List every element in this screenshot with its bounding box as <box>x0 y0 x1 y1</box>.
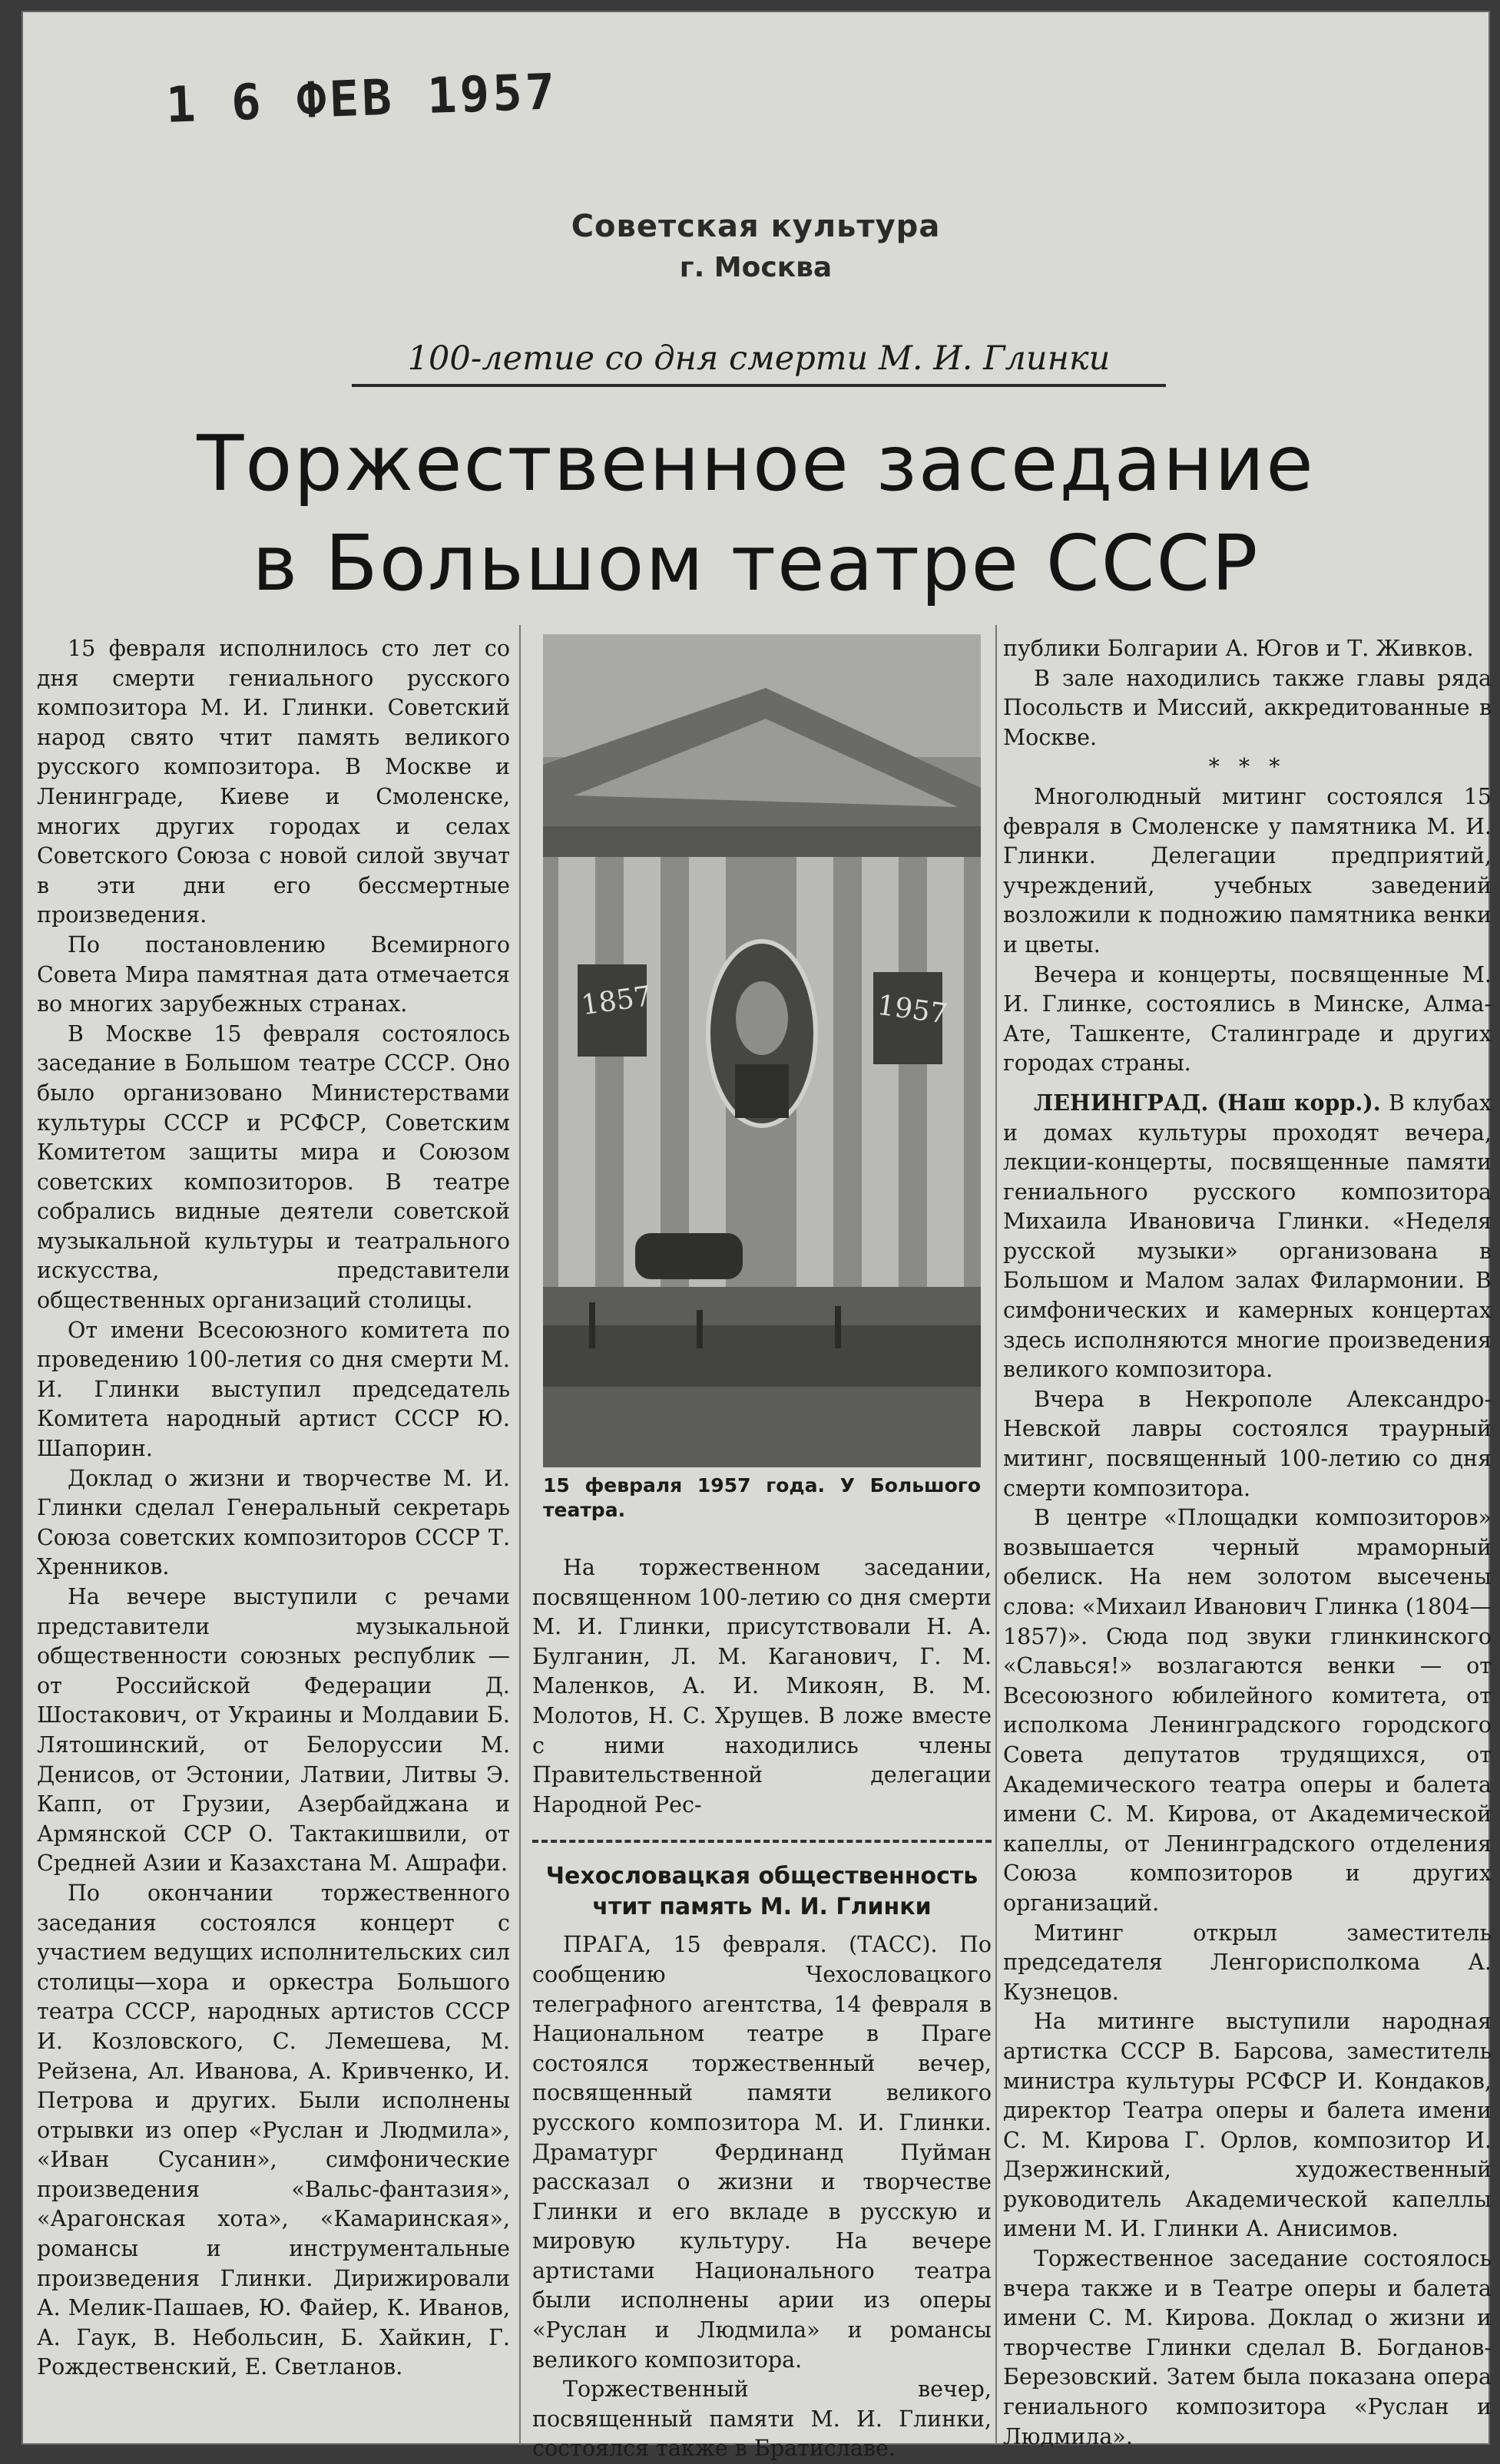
stamp-line-1: Советская культура <box>571 209 941 244</box>
paragraph: Многолюдный митинг состоялся 15 февраля в Смоленске у памятника М. И. Глинки. Делегации предприятий, учреждений, учебных заведений возложили к подножию памятника венки и цветы. <box>1003 783 1492 957</box>
paragraph: публики Болгарии А. Югов и Т. Живков. <box>1003 636 1474 661</box>
headline-line-1: Торжественное заседание <box>197 418 1315 508</box>
bolshoi-theatre-photo <box>543 634 981 1467</box>
year-label-left: 1857 <box>579 981 654 1022</box>
photo-caption: 15 февраля 1957 года. У Большого театра. <box>543 1474 981 1521</box>
headline-line-2: в Большом театре СССР <box>252 518 1260 608</box>
section-separator: * * * <box>1208 754 1286 780</box>
newspaper-clipping <box>22 11 1492 2462</box>
paragraph: 15 февраля исполнилось сто лет со дня смерти гениального русского композитора М. И. Глинки. Советский народ свято чтит память великого русского композитора. В Москве и Ленинграде, Киеве и Смоленске, многих других городах и селах Советского Союза с новой силой звучат в эти дни его бессмертные произведения. <box>37 636 510 928</box>
paragraph: В Москве 15 февраля состоялось заседание в Большом театре СССР. Оно было организовано Министерствами культуры СССР и РСФСР, Советским Комитетом защиты мира и Союзом советских композиторов. В театре собрались видные деятели советской музыкальной культуры и театрального искусства, представители общественных организаций столицы. <box>37 1020 510 1314</box>
paragraph-text: В клубах и домах культуры проходят вечера, лекции-концерты, посвященные памяти гениального русского композитора Михаила Ивановича Глинки. «Неделя русской музыки» организована в Большом и Малом залах Филармонии. В симфонических и камерных концертах здесь исполняются многие произведения великого композитора. <box>1003 1090 1492 1383</box>
paragraph: В зале находились также главы ряда Посольств и Миссий, аккредитованные в Москве. <box>1003 665 1492 750</box>
paragraph: В центре «Площадки композиторов» возвышается черный мраморный обелиск. На нем золотом высечены слова: «Михаил Иванович Глинка (1804—1857)». Сюда под звуки глинкинского «Славься!» возлагаются венки — от Всесоюзного юбилейного комитета, от исполкома Ленинградского городского Совета депутатов трудящихся, от Академического театра оперы и балета имени С. М. Кирова, от Академической капеллы, от Ленинградского отделения Союза композиторов и других организаций. <box>1003 1505 1492 1916</box>
paragraph: Торжественное заседание состоялось вчера также и в Театре оперы и балета имени С. М. Кирова. Доклад о жизни и творчестве Глинки сделал В. Богданов-Березовский. Затем была показана опера гениального композитора «Руслан и Людмила». <box>1003 2246 1492 2449</box>
headline <box>22 414 1490 614</box>
paragraph: Митинг открыл заместитель председателя Ленгорисполкома А. Кузнецов. <box>1003 1920 1492 2005</box>
section-divider <box>532 1840 992 1843</box>
theatre-facade-illustration <box>543 634 981 1467</box>
paragraph: На торжественном заседании, посвященном 100-летию со дня смерти М. И. Глинки, присутствовали Н. А. Булганин, Л. М. Каганович, Г. М. Маленков, А. И. Микоян, В. М. Молотов, Н. С. Хрущев. В ложе вместе с ними находились члены Правительственной делегации Народной Рес- <box>532 1555 992 1817</box>
column-rule <box>995 625 997 2445</box>
rubric-heading: 100-летие со дня смерти М. И. Глинки <box>352 339 1166 387</box>
newspaper-stamp <box>22 209 1490 283</box>
column-rule <box>519 625 521 2445</box>
paragraph: Торжественный вечер, посвященный памяти М. И. Глинки, состоялся также в Братиславе. <box>532 2376 992 2462</box>
paragraph: Вечера и концерты, посвященные М. И. Глинке, состоялись в Минске, Алма-Ате, Ташкенте, Сталинграде и других городах страны. <box>1003 961 1492 1077</box>
article-column-3 <box>1003 634 1492 2452</box>
paragraph: Вчера в Некрополе Александро-Невской лавры состоялся траурный митинг, посвященный 100-летию со дня смерти композитора. <box>1003 1386 1492 1501</box>
paragraph: ПРАГА, 15 февраля. (ТАСС). По сообщению Чехословацкого телеграфного агентства, 14 февраля в Национальном театре в Праге состоялся торжественный вечер, посвященный памяти великого русского композитора М. И. Глинки. Драматург Фердинанд Пуйман рассказал о жизни и творчестве Глинки и его вкладе в русскую и мировую культуру. На вечере артистами Национального театра были исполнены арии из оперы «Руслан и Людмила» и романсы великого композитора. <box>532 1932 992 2373</box>
handwritten-date: 1 6 ФЕВ 1957 <box>164 64 559 134</box>
dateline: ЛЕНИНГРАД. (Наш корр.). <box>1034 1089 1381 1116</box>
year-label-right: 1957 <box>875 989 950 1030</box>
paragraph-leningrad <box>1003 1088 1492 1385</box>
paragraph: Доклад о жизни и творчестве М. И. Глинки сделал Генеральный секретарь Союза советских композиторов СССР Т. Хренников. <box>37 1465 510 1580</box>
paragraph: По постановлению Всемирного Совета Мира памятная дата отмечается во многих зарубежных странах. <box>37 931 510 1017</box>
paragraph: На вечере выступили с речами представители музыкальной общественности союзных республик — от Российской Федерации Д. Шостакович, от Украины и Молдавии Б. Лятошинский, от Белоруссии М. Денисов, от Эстонии, Латвии, Литвы Э. Капп, от Грузии, Азербайджана и Армянской ССР О. Тактакишвили, от Средней Азии и Казахстана М. Ашрафи. <box>37 1584 510 1877</box>
paragraph: На митинге выступили народная артистка СССР В. Барсова, заместитель министра культуры РСФСР И. Кондаков, директор Театра оперы и балета имени С. М. Кирова Г. Орлов, композитор И. Дзержинский, художественный руководитель Академической капеллы имени М. И. Глинки А. Анисимов. <box>1003 2009 1492 2242</box>
article-column-1 <box>37 634 510 2383</box>
stamp-line-2: г. Москва <box>679 252 833 283</box>
paragraph: От имени Всесоюзного комитета по проведению 100-летия со дня смерти М. И. Глинки выступил председатель Комитета народный артист СССР Ю. Шапорин. <box>37 1317 510 1462</box>
article-column-2 <box>532 634 992 2464</box>
paragraph: По окончании торжественного заседания состоялся концерт с участием ведущих исполнительских сил столицы—хора и оркестра Большого театра СССР, народных артистов СССР И. Козловского, С. Лемешева, М. Рейзена, Ал. Иванова, А. Кривченко, И. Петрова и других. Были исполнены отрывки из опер «Руслан и Людмила», «Иван Сусанин», симфонические произведения «Вальс-фантазия», «Арагонская хота», «Камаринская», романсы и инструментальные произведения Глинки. Дирижировали А. Мелик-Пашаев, Ю. Файер, К. Иванов, А. Гаук, В. Небольсин, Б. Хайкин, Г. Рождественский, Е. Светланов. <box>37 1880 510 2380</box>
subheading: Чехословацкая общественность чтит память М. И. Глинки <box>545 1863 978 1921</box>
